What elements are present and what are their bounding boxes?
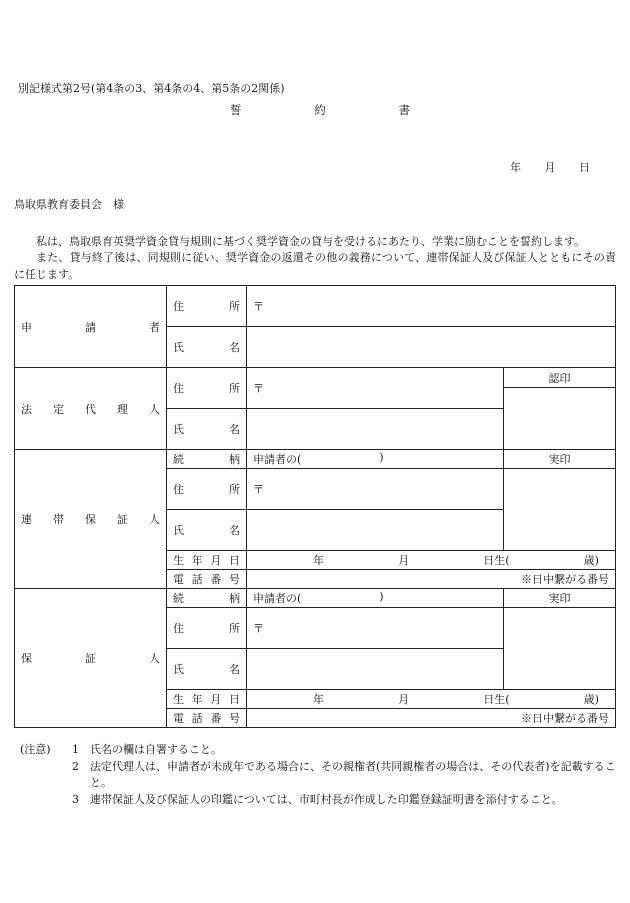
guarantor-birthdate-field[interactable] bbox=[247, 690, 616, 709]
postal-mark: 〒 bbox=[253, 382, 264, 395]
note-text: 連帯保証人及び保証人の印鑑については、市町村長が作成した印鑑登録証明書を添付すること。 bbox=[90, 792, 563, 806]
birth-day: 日生( bbox=[483, 554, 510, 567]
pledge-form-table bbox=[14, 285, 616, 728]
date-month: 月 bbox=[544, 161, 556, 174]
guarantor-phone-label: 電話番号 bbox=[167, 709, 247, 728]
section-legal-rep: 法定代理人 bbox=[15, 368, 167, 450]
section-joint-guarantor: 連帯保証人 bbox=[15, 450, 167, 589]
guarantor-birthdate-label: 生年月日 bbox=[167, 690, 247, 709]
joint-birthdate-label: 生年月日 bbox=[167, 551, 247, 570]
date-day: 日 bbox=[579, 161, 590, 174]
applicant-name-field[interactable] bbox=[247, 327, 616, 368]
birth-month: 月 bbox=[398, 554, 410, 567]
joint-phone-label: 電話番号 bbox=[167, 570, 247, 589]
birth-year: 年 bbox=[313, 693, 324, 706]
relation-close: ) bbox=[379, 451, 384, 464]
paragraph-obligation: また、貸与終了後は、同規則に従い、奨学資金の返還その他の義務について、連帯保証人及び保証人とともにその責に任じます。 bbox=[14, 251, 616, 281]
legal-rep-address-label: 住 所 bbox=[167, 368, 247, 409]
seal-registered-label: 実印 bbox=[504, 589, 616, 608]
guarantor-seal-box[interactable] bbox=[504, 608, 616, 690]
guarantor-name-field[interactable] bbox=[247, 649, 504, 690]
guarantor-name-label: 氏 名 bbox=[167, 649, 247, 690]
guarantor-phone-field[interactable] bbox=[247, 709, 616, 728]
form-id: 別記様式第2号(第4条の3、第4条の4、第5条の2関係) bbox=[18, 82, 285, 95]
title-char-3: 書 bbox=[398, 103, 410, 117]
relation-open: 申請者の( bbox=[253, 592, 302, 605]
date-year: 年 bbox=[510, 161, 521, 174]
phone-note: ※日中繋がる番号 bbox=[521, 573, 609, 586]
postal-mark: 〒 bbox=[253, 622, 264, 635]
relation-open: 申請者の( bbox=[253, 453, 302, 466]
joint-relation-field[interactable] bbox=[247, 450, 504, 469]
birth-day: 日生( bbox=[483, 693, 510, 706]
title-char-1: 誓 bbox=[230, 103, 242, 117]
phone-note: ※日中繋がる番号 bbox=[521, 712, 609, 725]
seal-registered-label: 実印 bbox=[504, 450, 616, 469]
legal-rep-seal-box[interactable] bbox=[504, 388, 616, 450]
joint-birthdate-field[interactable] bbox=[247, 551, 616, 570]
joint-name-label: 氏 名 bbox=[167, 510, 247, 551]
note-number: 3 bbox=[72, 792, 79, 806]
note-number: 2 bbox=[72, 759, 79, 773]
legal-rep-name-label: 氏 名 bbox=[167, 409, 247, 450]
seal-approved-label: 認印 bbox=[504, 368, 616, 388]
legal-rep-address-field[interactable] bbox=[247, 368, 504, 409]
date-line bbox=[510, 162, 590, 173]
addressee: 鳥取県教育委員会 様 bbox=[14, 198, 124, 211]
applicant-address-field[interactable] bbox=[247, 286, 616, 327]
joint-address-label: 住 所 bbox=[167, 469, 247, 510]
title-char-2: 約 bbox=[314, 103, 326, 117]
section-applicant: 申請者 bbox=[15, 286, 167, 368]
joint-name-field[interactable] bbox=[247, 510, 504, 551]
birth-age: 歳) bbox=[583, 554, 599, 567]
section-guarantor: 保証人 bbox=[15, 589, 167, 728]
guarantor-relation-field[interactable] bbox=[247, 589, 504, 608]
guarantor-relation-label: 続 柄 bbox=[167, 589, 247, 608]
joint-phone-field[interactable] bbox=[247, 570, 616, 589]
joint-address-field[interactable] bbox=[247, 469, 504, 510]
birth-year: 年 bbox=[313, 554, 324, 567]
birth-age: 歳) bbox=[583, 693, 599, 706]
note-text: 氏名の欄は自署すること。 bbox=[90, 743, 222, 756]
notes bbox=[20, 742, 620, 808]
applicant-name-label: 氏 名 bbox=[167, 327, 247, 368]
joint-seal-box[interactable] bbox=[504, 469, 616, 551]
legal-rep-name-field[interactable] bbox=[247, 409, 504, 450]
guarantor-address-field[interactable] bbox=[247, 608, 504, 649]
birth-month: 月 bbox=[398, 693, 410, 706]
applicant-address-label: 住 所 bbox=[167, 286, 247, 327]
postal-mark: 〒 bbox=[253, 483, 264, 496]
joint-relation-label: 続 柄 bbox=[167, 450, 247, 469]
note-number: 1 bbox=[72, 743, 79, 756]
postal-mark: 〒 bbox=[253, 300, 264, 313]
guarantor-address-label: 住 所 bbox=[167, 608, 247, 649]
notes-head: (注意) bbox=[20, 743, 51, 756]
paragraph-pledge: 私は、鳥取県育英奨学資金貸与規則に基づく奨学資金の貸与を受けるにあたり、学業に励むことを誓約します。 bbox=[36, 235, 586, 248]
page-title bbox=[230, 105, 410, 117]
relation-close: ) bbox=[379, 590, 384, 603]
note-text: 法定代理人は、申請者が未成年である場合に、その親権者(共同親権者の場合は、その代表者)を記載すること。 bbox=[90, 759, 616, 789]
